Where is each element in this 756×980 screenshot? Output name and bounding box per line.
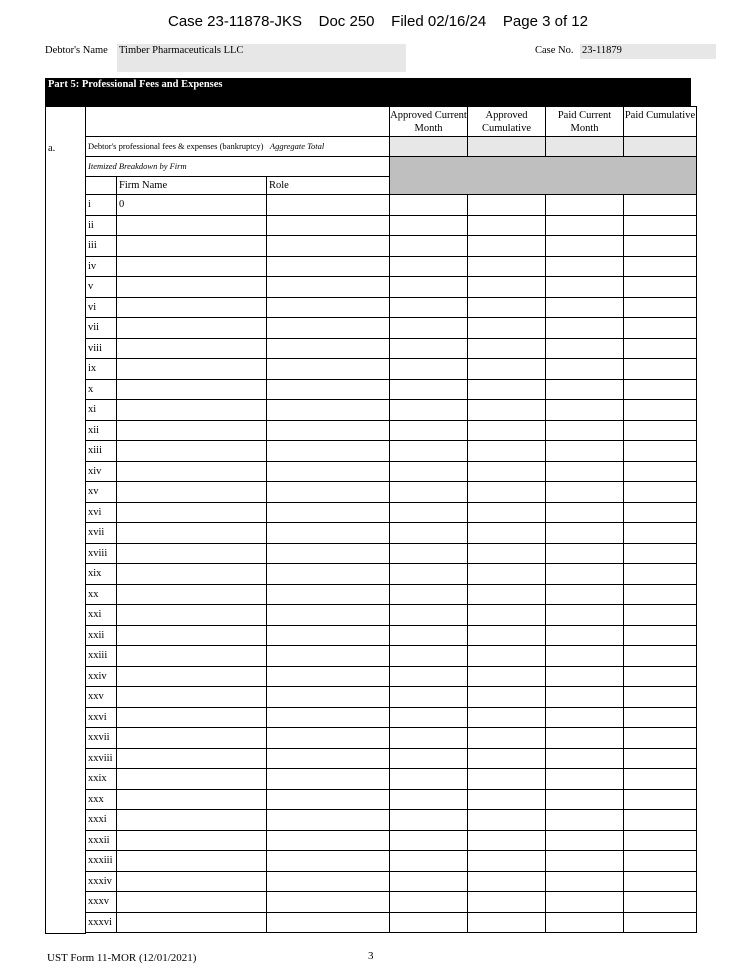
- row-approved-current[interactable]: [389, 768, 468, 790]
- aggregate-paid-current-field[interactable]: [545, 136, 624, 157]
- aggregate-approved-current-field[interactable]: [389, 136, 468, 157]
- row-approved-current[interactable]: [389, 379, 468, 401]
- row-role[interactable]: [266, 666, 390, 688]
- row-approved-current[interactable]: [389, 604, 468, 626]
- row-role[interactable]: [266, 256, 390, 278]
- row-firm-name[interactable]: [116, 707, 267, 729]
- row-number: xiv: [85, 461, 117, 483]
- row-paid-cumulative[interactable]: [623, 215, 697, 237]
- aggregate-label: Debtor's professional fees & expenses (bankruptcy): [88, 141, 264, 151]
- row-paid-current[interactable]: [545, 768, 624, 790]
- row-number: iv: [85, 256, 117, 278]
- row-firm-name[interactable]: [116, 522, 267, 544]
- row-approved-cumulative[interactable]: [467, 358, 546, 380]
- row-approved-cumulative[interactable]: [467, 871, 546, 893]
- row-number: xxxvi: [85, 912, 117, 934]
- row-paid-cumulative[interactable]: [623, 338, 697, 360]
- row-paid-current[interactable]: [545, 297, 624, 319]
- row-paid-cumulative[interactable]: [623, 379, 697, 401]
- row-firm-name[interactable]: [116, 768, 267, 790]
- row-number: xviii: [85, 543, 117, 565]
- row-approved-current[interactable]: [389, 317, 468, 339]
- row-approved-current[interactable]: [389, 502, 468, 524]
- part5-title: Part 5: Professional Fees and Expenses: [48, 79, 223, 90]
- header-paid-cumulative: Paid Cumulative: [623, 106, 697, 137]
- row-paid-cumulative[interactable]: [623, 850, 697, 872]
- row-approved-cumulative[interactable]: [467, 707, 546, 729]
- row-paid-current[interactable]: [545, 850, 624, 872]
- row-approved-cumulative[interactable]: [467, 215, 546, 237]
- section-a-marker-cell: [45, 106, 86, 934]
- row-firm-name[interactable]: [116, 379, 267, 401]
- row-paid-cumulative[interactable]: [623, 809, 697, 831]
- row-firm-name[interactable]: [116, 297, 267, 319]
- row-role[interactable]: [266, 317, 390, 339]
- aggregate-approved-cumulative-field[interactable]: [467, 136, 546, 157]
- row-firm-name[interactable]: [116, 358, 267, 380]
- row-paid-current[interactable]: [545, 809, 624, 831]
- row-paid-current[interactable]: [545, 338, 624, 360]
- row-firm-name[interactable]: [116, 727, 267, 749]
- row-paid-cumulative[interactable]: [623, 256, 697, 278]
- row-firm-name[interactable]: [116, 830, 267, 852]
- header-approved-current-month: Approved Current Month: [389, 106, 468, 137]
- row-paid-current[interactable]: [545, 789, 624, 811]
- row-approved-current[interactable]: [389, 707, 468, 729]
- row-number: v: [85, 276, 117, 298]
- row-paid-cumulative[interactable]: [623, 666, 697, 688]
- row-role[interactable]: [266, 584, 390, 606]
- row-firm-name[interactable]: [116, 748, 267, 770]
- row-paid-cumulative[interactable]: [623, 440, 697, 462]
- row-approved-current[interactable]: [389, 440, 468, 462]
- row-paid-current[interactable]: [545, 399, 624, 421]
- row-role[interactable]: [266, 912, 390, 934]
- row-paid-current[interactable]: [545, 481, 624, 503]
- row-approved-cumulative[interactable]: [467, 338, 546, 360]
- row-firm-name[interactable]: [116, 235, 267, 257]
- row-role[interactable]: [266, 727, 390, 749]
- row-number: xxv: [85, 686, 117, 708]
- row-role[interactable]: [266, 850, 390, 872]
- row-paid-cumulative[interactable]: [623, 358, 697, 380]
- court-filing-stamp: Case 23-11878-JKS Doc 250 Filed 02/16/24 Page 3 of 12: [168, 13, 588, 30]
- row-approved-current[interactable]: [389, 543, 468, 565]
- row-paid-current[interactable]: [545, 707, 624, 729]
- row-number: xi: [85, 399, 117, 421]
- row-paid-current[interactable]: [545, 522, 624, 544]
- row-approved-cumulative[interactable]: [467, 727, 546, 749]
- row-paid-current[interactable]: [545, 543, 624, 565]
- row-number: xx: [85, 584, 117, 606]
- row-number: x: [85, 379, 117, 401]
- row-role[interactable]: [266, 338, 390, 360]
- row-paid-current[interactable]: [545, 317, 624, 339]
- row-role[interactable]: [266, 543, 390, 565]
- row-paid-current[interactable]: [545, 584, 624, 606]
- row-firm-name[interactable]: [116, 338, 267, 360]
- row-approved-cumulative[interactable]: [467, 830, 546, 852]
- row-paid-current[interactable]: [545, 666, 624, 688]
- row-role[interactable]: [266, 481, 390, 503]
- row-firm-name[interactable]: [116, 686, 267, 708]
- row-paid-cumulative[interactable]: [623, 748, 697, 770]
- row-number: iii: [85, 235, 117, 257]
- row-approved-current[interactable]: [389, 584, 468, 606]
- row-paid-cumulative[interactable]: [623, 502, 697, 524]
- row-number: xv: [85, 481, 117, 503]
- row-role[interactable]: [266, 563, 390, 585]
- row-paid-cumulative[interactable]: [623, 686, 697, 708]
- row-approved-cumulative[interactable]: [467, 379, 546, 401]
- row-approved-cumulative[interactable]: [467, 522, 546, 544]
- row-role[interactable]: [266, 686, 390, 708]
- row-paid-cumulative[interactable]: [623, 317, 697, 339]
- row-firm-name[interactable]: [116, 912, 267, 934]
- row-role[interactable]: [266, 625, 390, 647]
- row-firm-name[interactable]: [116, 584, 267, 606]
- row-approved-cumulative[interactable]: [467, 235, 546, 257]
- role-header: Role: [266, 176, 390, 195]
- row-role[interactable]: [266, 399, 390, 421]
- row-approved-current[interactable]: [389, 625, 468, 647]
- row-approved-cumulative[interactable]: [467, 584, 546, 606]
- row-paid-cumulative[interactable]: [623, 707, 697, 729]
- row-approved-cumulative[interactable]: [467, 645, 546, 667]
- row-role[interactable]: [266, 707, 390, 729]
- row-number: xxvi: [85, 707, 117, 729]
- row-paid-cumulative[interactable]: [623, 891, 697, 913]
- row-approved-cumulative[interactable]: [467, 440, 546, 462]
- row-role[interactable]: [266, 768, 390, 790]
- row-role[interactable]: [266, 645, 390, 667]
- row-approved-cumulative[interactable]: [467, 625, 546, 647]
- row-paid-cumulative[interactable]: [623, 789, 697, 811]
- row-role[interactable]: [266, 604, 390, 626]
- row-firm-name[interactable]: [116, 625, 267, 647]
- row-paid-current[interactable]: [545, 748, 624, 770]
- row-approved-cumulative[interactable]: [467, 912, 546, 934]
- row-approved-cumulative[interactable]: [467, 276, 546, 298]
- row-approved-cumulative[interactable]: [467, 481, 546, 503]
- row-paid-current[interactable]: [545, 256, 624, 278]
- row-role[interactable]: [266, 235, 390, 257]
- row-firm-name[interactable]: [116, 481, 267, 503]
- aggregate-paid-cumulative-field[interactable]: [623, 136, 697, 157]
- row-number: vii: [85, 317, 117, 339]
- row-approved-cumulative[interactable]: [467, 891, 546, 913]
- row-approved-current[interactable]: [389, 215, 468, 237]
- row-firm-name[interactable]: [116, 871, 267, 893]
- row-role[interactable]: [266, 809, 390, 831]
- row-firm-name[interactable]: 0: [116, 194, 267, 216]
- row-role[interactable]: [266, 276, 390, 298]
- row-approved-cumulative[interactable]: [467, 686, 546, 708]
- row-approved-current[interactable]: [389, 461, 468, 483]
- row-paid-cumulative[interactable]: [623, 276, 697, 298]
- row-approved-cumulative[interactable]: [467, 399, 546, 421]
- row-approved-cumulative[interactable]: [467, 666, 546, 688]
- itemized-shaded-area: [389, 156, 697, 195]
- row-approved-current[interactable]: [389, 912, 468, 934]
- row-number: xxviii: [85, 748, 117, 770]
- row-number: xiii: [85, 440, 117, 462]
- row-number: xxi: [85, 604, 117, 626]
- part5-title-bar: [45, 78, 691, 106]
- row-approved-current[interactable]: [389, 809, 468, 831]
- row-approved-current[interactable]: [389, 850, 468, 872]
- row-role[interactable]: [266, 194, 390, 216]
- row-paid-current[interactable]: [545, 625, 624, 647]
- debtor-name-field[interactable]: Timber Pharmaceuticals LLC: [117, 44, 406, 72]
- row-paid-current[interactable]: [545, 461, 624, 483]
- row-number: ii: [85, 215, 117, 237]
- row-role[interactable]: [266, 522, 390, 544]
- row-firm-name[interactable]: [116, 256, 267, 278]
- row-approved-current[interactable]: [389, 789, 468, 811]
- row-approved-current[interactable]: [389, 256, 468, 278]
- form-footer: UST Form 11-MOR (12/01/2021): [47, 952, 197, 964]
- aggregate-label-cell: [85, 136, 390, 157]
- row-role[interactable]: [266, 297, 390, 319]
- row-approved-cumulative[interactable]: [467, 461, 546, 483]
- firm-name-header: Firm Name: [116, 176, 267, 195]
- firm-header-spacer: [85, 176, 117, 195]
- row-firm-name[interactable]: [116, 645, 267, 667]
- row-paid-current[interactable]: [545, 891, 624, 913]
- row-approved-current[interactable]: [389, 871, 468, 893]
- row-firm-name[interactable]: [116, 440, 267, 462]
- row-approved-current[interactable]: [389, 358, 468, 380]
- aggregate-total-label: Aggregate Total: [269, 141, 325, 151]
- row-number: xxxv: [85, 891, 117, 913]
- row-firm-name[interactable]: [116, 789, 267, 811]
- row-number: xxiv: [85, 666, 117, 688]
- row-role[interactable]: [266, 440, 390, 462]
- row-number: xvi: [85, 502, 117, 524]
- row-paid-cumulative[interactable]: [623, 420, 697, 442]
- row-paid-cumulative[interactable]: [623, 727, 697, 749]
- row-role[interactable]: [266, 461, 390, 483]
- page-number: 3: [368, 950, 374, 962]
- row-approved-current[interactable]: [389, 420, 468, 442]
- row-approved-cumulative[interactable]: [467, 256, 546, 278]
- row-paid-current[interactable]: [545, 604, 624, 626]
- row-approved-current[interactable]: [389, 338, 468, 360]
- row-approved-cumulative[interactable]: [467, 297, 546, 319]
- row-firm-name[interactable]: [116, 604, 267, 626]
- row-paid-current[interactable]: [545, 379, 624, 401]
- row-approved-cumulative[interactable]: [467, 748, 546, 770]
- row-approved-current[interactable]: [389, 891, 468, 913]
- row-paid-current[interactable]: [545, 686, 624, 708]
- row-paid-current[interactable]: [545, 215, 624, 237]
- row-number: vi: [85, 297, 117, 319]
- row-approved-current[interactable]: [389, 645, 468, 667]
- row-paid-current[interactable]: [545, 912, 624, 934]
- row-firm-name[interactable]: [116, 276, 267, 298]
- row-number: xxxii: [85, 830, 117, 852]
- row-paid-current[interactable]: [545, 358, 624, 380]
- row-firm-name[interactable]: [116, 543, 267, 565]
- row-paid-cumulative[interactable]: [623, 912, 697, 934]
- row-approved-current[interactable]: [389, 481, 468, 503]
- row-approved-current[interactable]: [389, 522, 468, 544]
- case-number-field[interactable]: 23-11879: [580, 44, 716, 59]
- row-number: xxvii: [85, 727, 117, 749]
- row-paid-cumulative[interactable]: [623, 768, 697, 790]
- row-paid-cumulative[interactable]: [623, 399, 697, 421]
- row-approved-cumulative[interactable]: [467, 502, 546, 524]
- row-number: xxix: [85, 768, 117, 790]
- row-paid-cumulative[interactable]: [623, 830, 697, 852]
- row-approved-cumulative[interactable]: [467, 850, 546, 872]
- row-role[interactable]: [266, 379, 390, 401]
- header-spacer: [85, 106, 390, 137]
- row-firm-name[interactable]: [116, 399, 267, 421]
- row-approved-current[interactable]: [389, 276, 468, 298]
- row-paid-current[interactable]: [545, 440, 624, 462]
- row-paid-cumulative[interactable]: [623, 522, 697, 544]
- row-firm-name[interactable]: [116, 420, 267, 442]
- row-firm-name[interactable]: [116, 563, 267, 585]
- row-firm-name[interactable]: [116, 891, 267, 913]
- row-paid-cumulative[interactable]: [623, 481, 697, 503]
- row-paid-cumulative[interactable]: [623, 563, 697, 585]
- row-approved-cumulative[interactable]: [467, 317, 546, 339]
- row-paid-cumulative[interactable]: [623, 235, 697, 257]
- row-firm-name[interactable]: [116, 666, 267, 688]
- row-firm-name[interactable]: [116, 502, 267, 524]
- section-a-marker: a.: [48, 143, 56, 154]
- row-approved-cumulative[interactable]: [467, 420, 546, 442]
- row-number: xxxiv: [85, 871, 117, 893]
- row-number: xxxi: [85, 809, 117, 831]
- row-paid-cumulative[interactable]: [623, 461, 697, 483]
- row-number: xxx: [85, 789, 117, 811]
- row-approved-current[interactable]: [389, 297, 468, 319]
- row-role[interactable]: [266, 789, 390, 811]
- row-approved-cumulative[interactable]: [467, 604, 546, 626]
- row-approved-cumulative[interactable]: [467, 563, 546, 585]
- row-paid-cumulative[interactable]: [623, 584, 697, 606]
- row-role[interactable]: [266, 871, 390, 893]
- row-role[interactable]: [266, 748, 390, 770]
- itemized-breakdown-label: Itemized Breakdown by Firm: [85, 156, 390, 177]
- row-firm-name[interactable]: [116, 850, 267, 872]
- row-paid-cumulative[interactable]: [623, 194, 697, 216]
- row-approved-current[interactable]: [389, 748, 468, 770]
- row-paid-current[interactable]: [545, 194, 624, 216]
- header-paid-current-month: Paid Current Month: [545, 106, 624, 137]
- row-paid-current[interactable]: [545, 420, 624, 442]
- row-number: viii: [85, 338, 117, 360]
- row-paid-cumulative[interactable]: [623, 871, 697, 893]
- row-paid-current[interactable]: [545, 276, 624, 298]
- row-approved-current[interactable]: [389, 194, 468, 216]
- row-paid-current[interactable]: [545, 871, 624, 893]
- row-role[interactable]: [266, 358, 390, 380]
- row-approved-current[interactable]: [389, 399, 468, 421]
- row-number: xii: [85, 420, 117, 442]
- row-approved-cumulative[interactable]: [467, 809, 546, 831]
- row-role[interactable]: [266, 891, 390, 913]
- row-number: xxii: [85, 625, 117, 647]
- row-approved-cumulative[interactable]: [467, 194, 546, 216]
- row-approved-cumulative[interactable]: [467, 789, 546, 811]
- row-firm-name[interactable]: [116, 317, 267, 339]
- row-paid-cumulative[interactable]: [623, 543, 697, 565]
- row-paid-cumulative[interactable]: [623, 645, 697, 667]
- row-paid-cumulative[interactable]: [623, 297, 697, 319]
- row-paid-current[interactable]: [545, 563, 624, 585]
- row-approved-current[interactable]: [389, 563, 468, 585]
- row-firm-name[interactable]: [116, 461, 267, 483]
- row-approved-current[interactable]: [389, 727, 468, 749]
- row-approved-current[interactable]: [389, 666, 468, 688]
- row-role[interactable]: [266, 215, 390, 237]
- row-approved-cumulative[interactable]: [467, 768, 546, 790]
- row-paid-cumulative[interactable]: [623, 625, 697, 647]
- row-firm-name[interactable]: [116, 809, 267, 831]
- row-approved-current[interactable]: [389, 830, 468, 852]
- row-number: xvii: [85, 522, 117, 544]
- row-firm-name[interactable]: [116, 215, 267, 237]
- row-number: xxiii: [85, 645, 117, 667]
- row-approved-current[interactable]: [389, 235, 468, 257]
- row-role[interactable]: [266, 830, 390, 852]
- row-paid-current[interactable]: [545, 727, 624, 749]
- row-paid-current[interactable]: [545, 830, 624, 852]
- debtor-name-label: Debtor's Name: [45, 45, 108, 56]
- row-number: ix: [85, 358, 117, 380]
- row-role[interactable]: [266, 502, 390, 524]
- row-role[interactable]: [266, 420, 390, 442]
- row-paid-current[interactable]: [545, 502, 624, 524]
- row-number: xix: [85, 563, 117, 585]
- row-number: i: [85, 194, 117, 216]
- case-number-label: Case No.: [535, 45, 574, 56]
- row-approved-cumulative[interactable]: [467, 543, 546, 565]
- row-paid-current[interactable]: [545, 235, 624, 257]
- header-approved-cumulative: Approved Cumulative: [467, 106, 546, 137]
- row-approved-current[interactable]: [389, 686, 468, 708]
- row-paid-cumulative[interactable]: [623, 604, 697, 626]
- row-paid-current[interactable]: [545, 645, 624, 667]
- row-number: xxxiii: [85, 850, 117, 872]
